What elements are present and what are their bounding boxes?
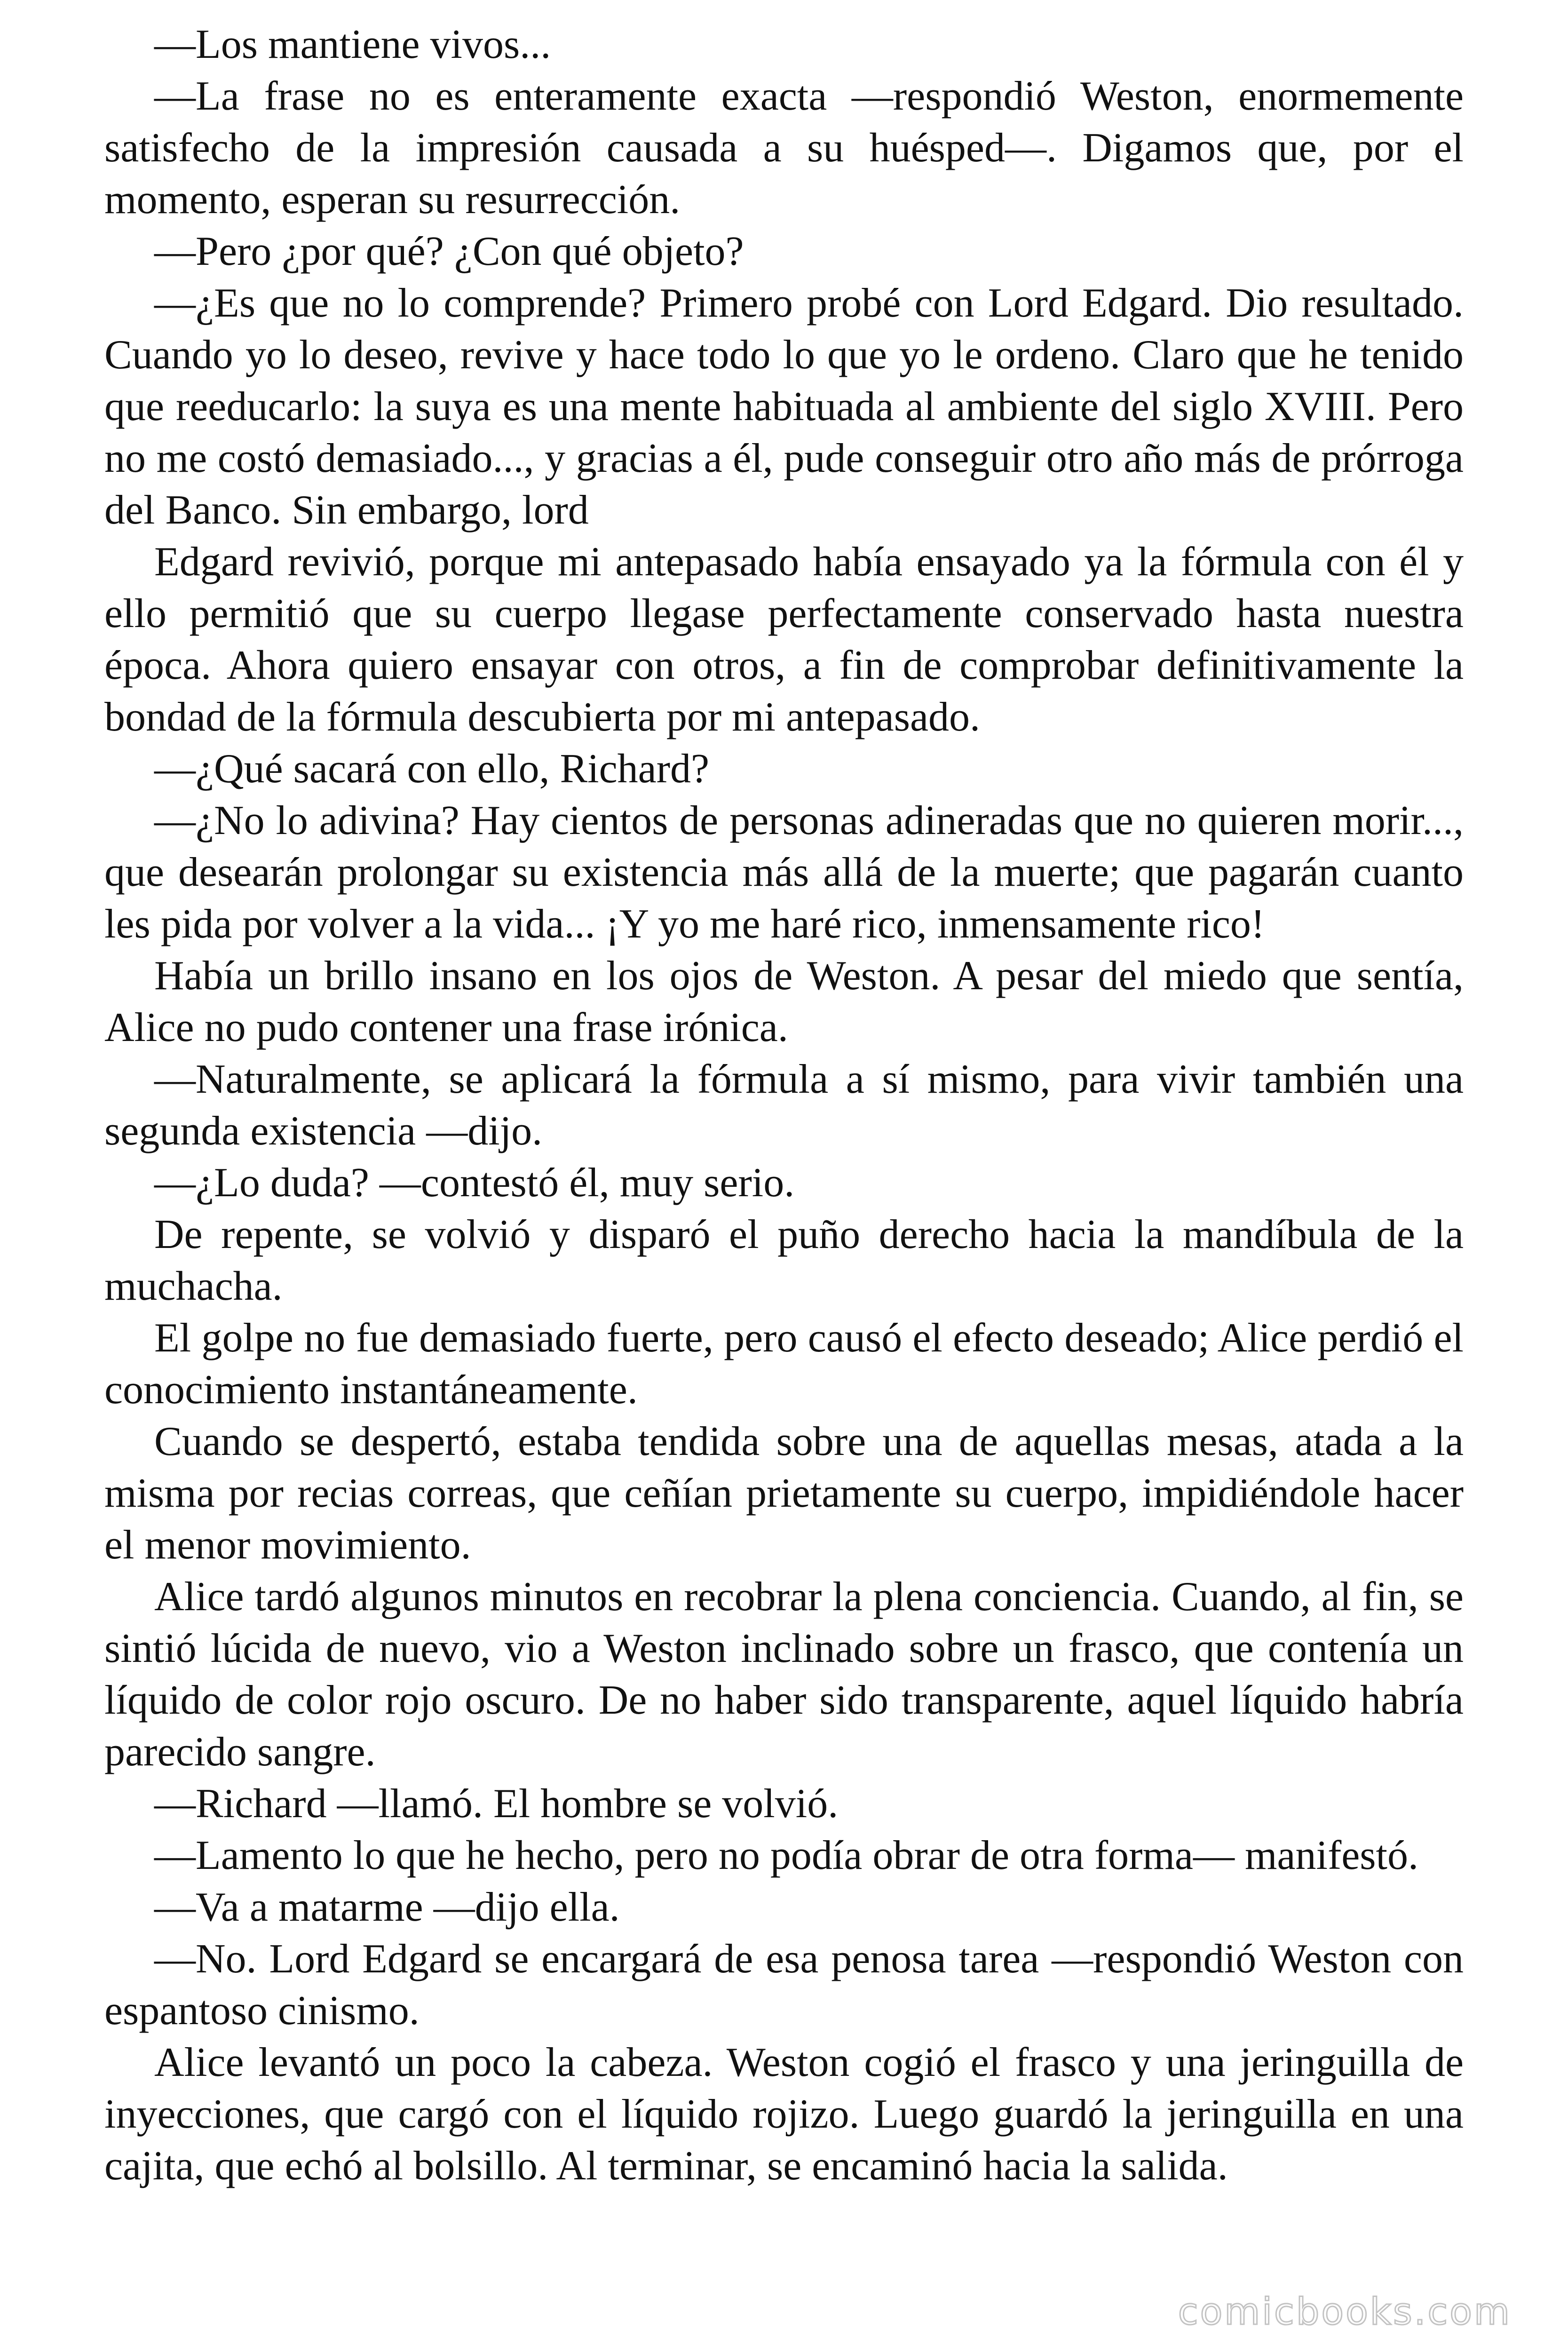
paragraph: —¿Qué sacará con ello, Richard? [154,746,710,792]
paragraph: —No. Lord Edgard se encargará de esa penosa tarea —respondió Weston con espantoso cinismo. [104,1936,1464,2034]
paragraph: De repente, se volvió y disparó el puño derecho hacia la mandíbula de la muchacha. [104,1212,1464,1309]
paragraph: —Richard —llamó. El hombre se volvió. [154,1781,839,1827]
page-text [104,19,1464,2192]
paragraph: —Naturalmente, se aplicará la fórmula a sí mismo, para vivir también una segunda existencia —dijo. [104,1057,1464,1154]
watermark: comicbooks.com [1178,2291,1512,2333]
paragraph: Edgard revivió, porque mi antepasado había ensayado ya la fórmula con él y ello permitió que su cuerpo llegase perfectamente conservado hasta nuestra época. Ahora quiero ensayar con otros, a fin de comprobar definitivamente la bondad de la fórmula descubierta por mi antepasado. [104,539,1464,740]
paragraph: —¿No lo adivina? Hay cientos de personas adineradas que no quieren morir..., que desearán prolongar su existencia más allá de la muerte; que pagarán cuanto les pida por volver a la vida... ¡Y yo me haré rico, inmensamente rico! [104,798,1464,947]
paragraph: —Pero ¿por qué? ¿Con qué objeto? [154,229,744,274]
paragraph: Alice levantó un poco la cabeza. Weston cogió el frasco y una jeringuilla de inyecciones, que cargó con el líquido rojizo. Luego guardó la jeringuilla en una cajita, que echó al bolsillo. Al terminar, se encaminó hacia la salida. [104,2040,1464,2189]
paragraph: Había un brillo insano en los ojos de Weston. A pesar del miedo que sentía, Alice no pudo contener una frase irónica. [104,953,1464,1050]
paragraph: —La frase no es enteramente exacta —respondió Weston, enormemente satisfecho de la impresión causada a su huésped—. Digamos que, por el momento, esperan su resurrección. [104,73,1464,222]
paragraph: El golpe no fue demasiado fuerte, pero causó el efecto deseado; Alice perdió el conocimiento instantáneamente. [104,1315,1464,1413]
paragraph: —Lamento lo que he hecho, pero no podía obrar de otra forma— manifestó. [154,1833,1418,1878]
paragraph: —Va a matarme —dijo ella. [154,1884,620,1930]
paragraph: —¿Es que no lo comprende? Primero probé con Lord Edgard. Dio resultado. Cuando yo lo deseo, revive y hace todo lo que yo le ordeno. Claro que he tenido que reeducarlo: la suya es una mente habituada al ambiente del siglo XVIII. Pero no me costó demasiado..., y gracias a él, pude conseguir otro año más de prórroga del Banco. Sin embargo, lord [104,280,1464,533]
paragraph: Cuando se despertó, estaba tendida sobre una de aquellas mesas, atada a la misma por recias correas, que ceñían prietamente su cuerpo, impidiéndole hacer el menor movimiento. [104,1419,1464,1568]
paragraph: —¿Lo duda? —contestó él, muy serio. [154,1160,795,1206]
paragraph: Alice tardó algunos minutos en recobrar la plena conciencia. Cuando, al fin, se sintió lúcida de nuevo, vio a Weston inclinado sobre un frasco, que contenía un líquido de color rojo oscuro. De no haber sido transparente, aquel líquido habría parecido sangre. [104,1574,1464,1775]
paragraph: —Los mantiene vivos... [154,22,551,67]
